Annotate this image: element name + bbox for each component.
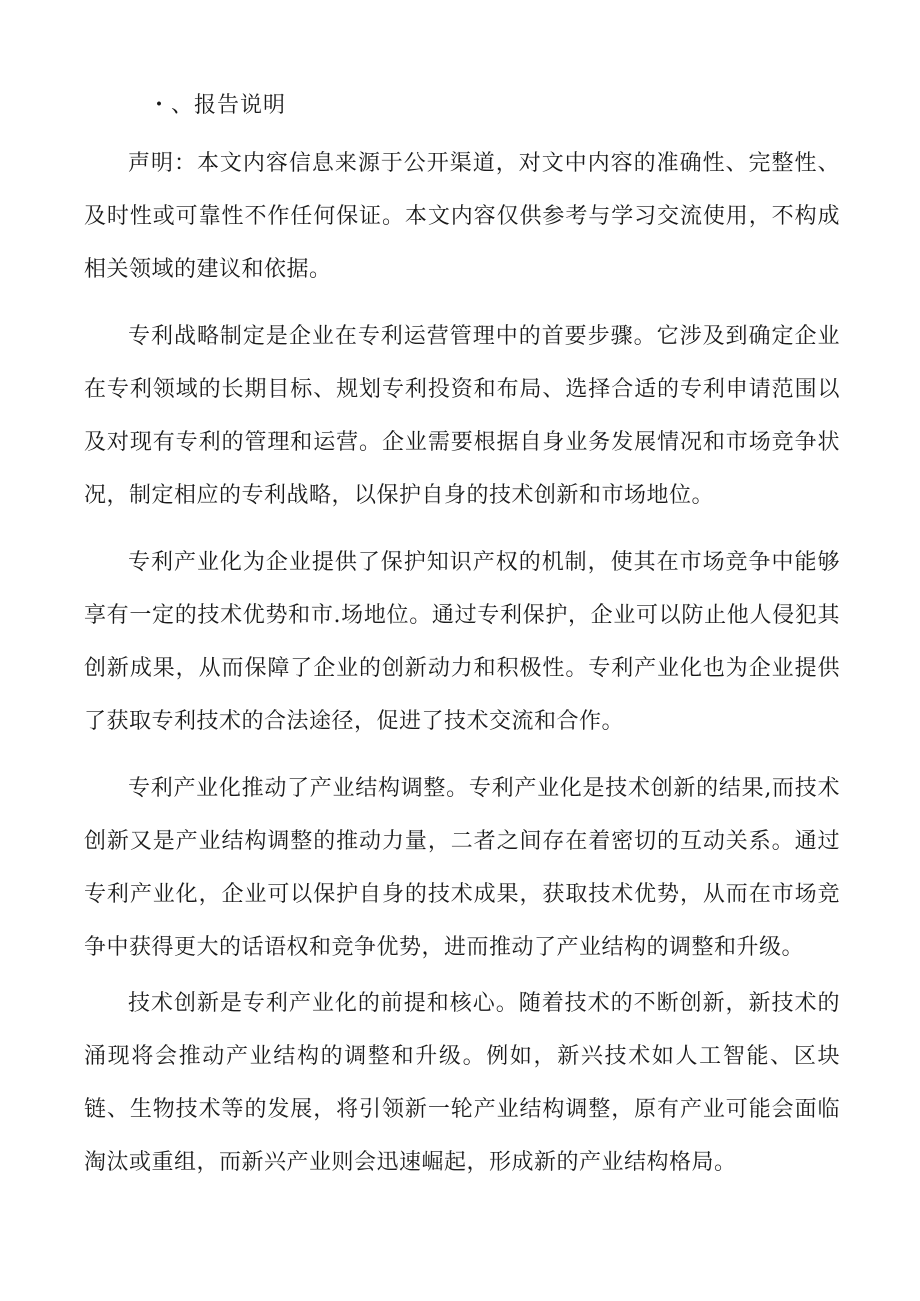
disclaimer-paragraph: 声明：本文内容信息来源于公开渠道，对文中内容的准确性、完整性、及时性或可靠性不作任何保证。本文内容仅供参考与学习交流使用，不构成相关领域的建议和依据。 (84, 151, 840, 282)
body-paragraph: 专利产业化推动了产业结构调整。专利产业化是技术创新的结果,而技术创新又是产业结构调整的推动力量，二者之间存在着密切的互动关系。通过专利产业化，企业可以保护自身的技术成果，获取技术优势，从而在市场竞争中获得更大的话语权和竞争优势，进而推动了产业结构的调整和升级。 (84, 776, 840, 960)
body-paragraph: 专利战略制定是企业在专利运营管理中的首要步骤。它涉及到确定企业在专利领域的长期目标、规划专利投资和布局、选择合适的专利申请范围以及对现有专利的管理和运营。企业需要根据自身业务发展情况和市场竞争状况，制定相应的专利战略，以保护自身的技术创新和市场地位。 (84, 324, 840, 508)
body-paragraph: 专利产业化为企业提供了保护知识产权的机制，使其在市场竞争中能够享有一定的技术优势和市.场地位。通过专利保护，企业可以防止他人侵犯其创新成果，从而保障了企业的创新动力和积极性。专利产业化也为企业提供了获取专利技术的合法途径，促进了技术交流和合作。 (84, 550, 840, 734)
body-paragraph: 技术创新是专利产业化的前提和核心。随着技术的不断创新，新技术的涌现将会推动产业结构的调整和升级。例如，新兴技术如人工智能、区块链、生物技术等的发展，将引领新一轮产业结构调整，原有产业可能会面临淘汰或重组，而新兴产业则会迅速崛起，形成新的产业结构格局。 (84, 991, 840, 1175)
section-heading: ・、报告说明 (148, 93, 287, 118)
